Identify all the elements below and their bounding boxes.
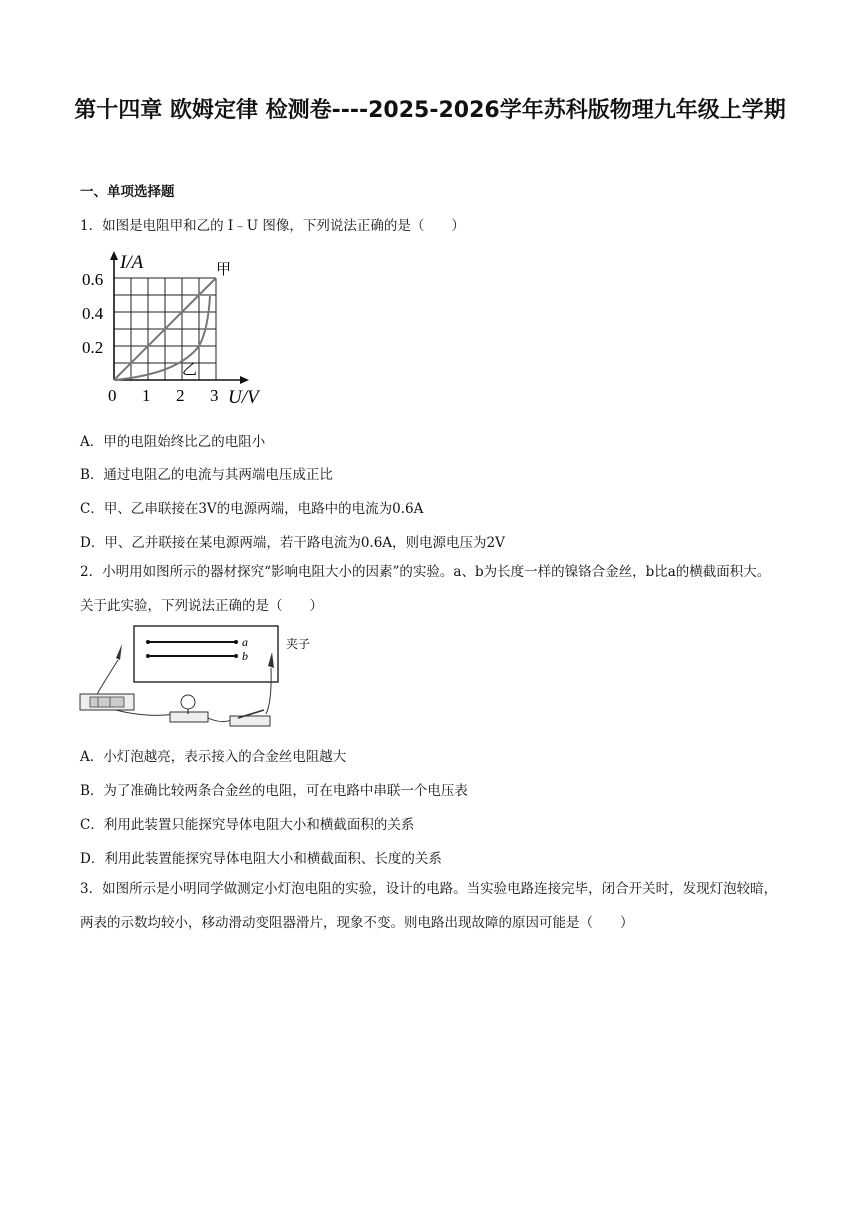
question-1-stem: 1．如图是电阻甲和乙的 I﹣U 图像，下列说法正确的是（ ） bbox=[80, 218, 465, 234]
question-2-option-d: D．利用此装置能探究导体电阻大小和横截面积、长度的关系 bbox=[80, 851, 442, 867]
question-2-option-a: A．小灯泡越亮，表示接入的合金丝电阻越大 bbox=[80, 749, 347, 765]
page-title: 第十四章 欧姆定律 检测卷----2025-2026学年苏科版物理九年级上学期 bbox=[74, 98, 786, 123]
question-2-option-c: C．利用此装置只能探究导体电阻大小和横截面积的关系 bbox=[80, 817, 415, 833]
y-tick-label: 0.4 bbox=[82, 304, 104, 323]
y-tick-label: 0.2 bbox=[82, 338, 104, 357]
question-2-option-b: B．为了准确比较两条合金丝的电阻，可在电路中串联一个电压表 bbox=[80, 783, 468, 799]
question-1-option-d: D．甲、乙并联接在某电源两端，若干路电流为0.6A，则电源电压为2V bbox=[80, 535, 505, 551]
question-1-option-c: C．甲、乙串联接在3V的电源两端，电路中的电流为0.6A bbox=[80, 501, 424, 517]
y-axis-label: I/A bbox=[120, 252, 144, 273]
question-1-option-b: B．通过电阻乙的电流与其两端电压成正比 bbox=[80, 467, 333, 483]
x-tick-label: 1 bbox=[142, 386, 151, 405]
question-2-stem: 2．小明用如图所示的器材探究“影响电阻大小的因素”的实验。a、b为长度一样的镍铬合金丝，b比a的横截面积大。关于此实验，下列说法正确的是（ ） bbox=[80, 564, 771, 614]
wire-label-a: a bbox=[242, 635, 248, 649]
circuit-apparatus-figure bbox=[76, 622, 326, 732]
curve-label-yi: 乙 bbox=[182, 360, 198, 378]
iu-graph-figure bbox=[78, 248, 278, 412]
curve-label-jia: 甲 bbox=[216, 260, 232, 278]
section-heading: 一、单项选择题 bbox=[80, 184, 175, 200]
y-tick-label: 0.6 bbox=[82, 270, 104, 289]
x-axis-label: U/V bbox=[228, 387, 259, 408]
question-3-stem: 3．如图所示是小明同学做测定小灯泡电阻的实验，设计的电路。当实验电路连接完毕，闭合开关时，发现灯泡较暗，两表的示数均较小，移动滑动变阻器滑片，现象不变。则电路出现故障的原因可能是（ ） bbox=[80, 881, 778, 931]
x-tick-label: 0 bbox=[108, 386, 117, 405]
clip-label: 夹子 bbox=[286, 637, 311, 651]
x-tick-label: 2 bbox=[176, 386, 185, 405]
x-tick-label: 3 bbox=[210, 386, 219, 405]
question-1-option-a: A．甲的电阻始终比乙的电阻小 bbox=[80, 434, 266, 450]
wire-label-b: b bbox=[242, 649, 248, 663]
